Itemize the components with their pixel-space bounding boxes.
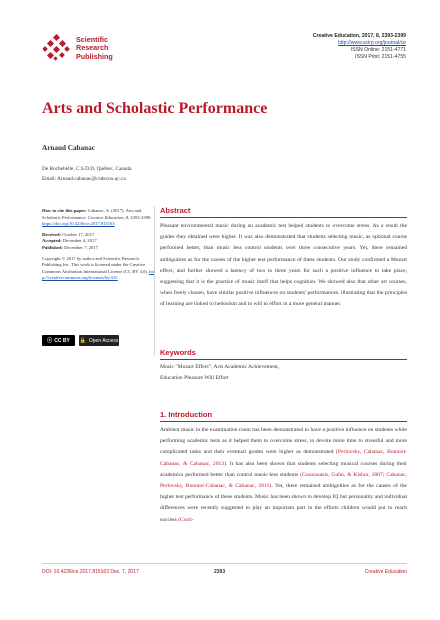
article-dates xyxy=(42,232,154,252)
published-date: December 7, 2017 xyxy=(64,244,98,250)
footer-journal: Creative Education xyxy=(364,569,407,575)
journal-info xyxy=(313,33,406,61)
open-access-label: Open Access xyxy=(88,337,119,344)
abstract-heading: Abstract xyxy=(160,206,191,215)
copyright-notice xyxy=(42,256,154,282)
copyright-text: Copyright © 2017 by author and Scientific Research Publishing Inc. This work is licensed under the Creative Commons Attribution International License (CC BY 4.0). xyxy=(42,255,148,274)
cc-icon: ⓒ xyxy=(47,338,53,344)
footer-page-number: 2393 xyxy=(214,569,226,575)
publisher-name-line: Scientific xyxy=(76,35,108,44)
intro-part: . It has also been shown that students selecting musical courses during their academics performed better than control music-less students xyxy=(160,460,407,478)
intro-part: . Yet, there remained ambiguities as for the causes of the higher test performance of these students. Music has been shown to develop IQ but personality and individual differences were recently suggested to play an important part in the efforts children would put to reach success xyxy=(160,483,407,523)
introduction-text xyxy=(160,425,407,526)
keywords-rule xyxy=(160,359,407,360)
published-label: Published: xyxy=(42,244,63,250)
cite-pages: 2393-2399. xyxy=(130,214,152,220)
article-author: Arnaud Cabanac xyxy=(42,144,95,152)
issn-online: ISSN Online: 2151-4771 xyxy=(350,47,406,53)
introduction-rule xyxy=(160,421,407,422)
open-lock-icon: 🔓 xyxy=(79,337,86,344)
received-date: October 17, 2017 xyxy=(62,231,95,237)
publisher-name-line: Research xyxy=(76,43,109,53)
author-affiliation-block xyxy=(42,164,131,184)
journal-url-link[interactable]: http://www.scirp.org/journal/ce xyxy=(338,40,406,46)
journal-citation: Creative Education, 2017, 8, 2393-2399 xyxy=(312,33,406,39)
publisher-name xyxy=(76,36,113,61)
license-link[interactable]: http://creativecommons.org/licenses/by/4.0/ xyxy=(42,268,154,281)
article-title: Arts and Scholastic Performance xyxy=(42,100,268,117)
citation-link[interactable]: (Perlovsky, Cabanac, Bonniot-Cabanac, & Cabanac, 2013) xyxy=(160,449,407,467)
cc-badge-label: CC BY xyxy=(54,337,70,344)
abstract-rule xyxy=(160,217,407,218)
cite-label: How to cite this paper: xyxy=(42,208,87,213)
cite-doi-link[interactable]: https://doi.org/10.4236/ce.2017.815163 xyxy=(42,221,115,227)
open-access-badge[interactable] xyxy=(79,335,119,346)
keywords-line: Music "Mozart Effect", Arts Academic Achievement, xyxy=(160,364,280,370)
keywords-line: Education Pleasure Will Effort xyxy=(160,375,229,382)
issn-print: ISSN Print: 2151-4755 xyxy=(355,54,406,60)
intro-part: Ambient music in the examination room has been demonstrated to have a positive influence on students while performing academic tests as it helped them to overcome stress, to devote more time to stressful and more complicated tasks and their eventual grades were higher as demonstrated xyxy=(160,427,407,456)
introduction-heading: 1. Introduction xyxy=(160,410,213,419)
accepted-date: December 4, 2017 xyxy=(62,238,97,244)
publisher-logo xyxy=(43,34,71,62)
how-to-cite xyxy=(42,208,154,228)
footer-doi: DOI: 10.4236/ce.2017.815163 Dec. 7, 2017 xyxy=(42,569,139,575)
author-affiliation: De Rochebelle, C.S.D.D, Québec, Canada xyxy=(42,166,132,172)
keywords-heading: Keywords xyxy=(160,348,196,357)
cite-text: Cabanac, A. (2017). Arts and Scholastic Performance. xyxy=(42,208,142,220)
received-label: Received: xyxy=(42,231,62,237)
article-sidebar xyxy=(42,208,154,286)
author-email: Email: Arnaud.cabanac@csdecou.qc.ca xyxy=(42,176,126,182)
footer-rule xyxy=(42,563,407,564)
cc-by-badge[interactable] xyxy=(42,335,75,346)
publisher-name-line: Publishing xyxy=(76,51,113,61)
accepted-label: Accepted: xyxy=(42,238,62,244)
citation-link[interactable]: (Corri- xyxy=(178,516,194,523)
citation-link[interactable]: (Gouzouasis, Guhn, & Kishor, 2007; Cabanac, Perlovsky, Bonniot-Cabanac, & Cabanac, 2013) xyxy=(160,471,408,490)
license-badges xyxy=(42,335,119,346)
sidebar-divider xyxy=(154,206,155,356)
cite-journal: Creative Education, 8, xyxy=(87,214,130,220)
abstract-text: Pleasant environmental music during an academic test helped students to overcome stress. As a result the grades they obtained were higher. It was also demonstrated that students selecting music, as optional course performed better, than music less control students over three consecutive years. Yet, there remained ambiguities as for the causes of the higher test performance of these students. Our study confirmed a Mozart effect, and further showed a latency of two to three years for such a positive influence to take place, suggesting that it is the practice of music itself that helps cognition. We showed also that other art courses, when freely chosen, have similar positive influences on students' performances, illustrating that the principles of learning are linked to hedonism and to will to effort in a more general manner. xyxy=(160,223,407,308)
keywords-list xyxy=(160,362,407,384)
